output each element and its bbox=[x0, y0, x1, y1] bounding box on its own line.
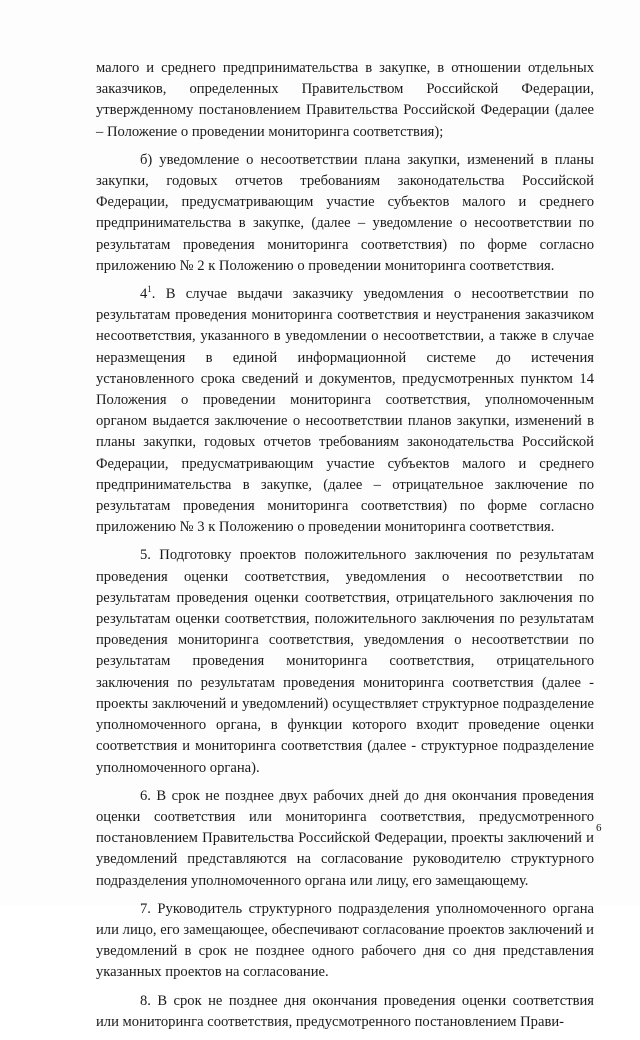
document-body bbox=[96, 58, 594, 1040]
paragraph-continuation: малого и среднего предпринимательства в закупке, в отношении отдельных заказчиков, определенных Правительством Российской Федерации, утвержденному постановлением Правительства Российской Федерации (далее – Положение о проведении мониторинга соответствия); bbox=[96, 60, 594, 140]
paragraph-6: 6. В срок не позднее двух рабочих дней до дня окончания проведения оценки соответствия или мониторинга соответствия, предусмотренного постановлением Правительства Российской Федерации, проекты заключений и уведомлений представляются на согласование руководителю структурного подразделения уполномоченного органа или лицу, его замещающему. bbox=[96, 787, 594, 889]
paragraph-text: . В случае выдачи заказчику уведомления о несоответствии по результатам проведения мониторинга соответствия и неустранения заказчиком несоответствия, указанного в уведомлении о несоответствии, а также в случае неразмещения в единой информационной системе до истечения установленного срока сведений и документов, предусмотренных пунктом 14 Положения о проведении мониторинга соответствия, уполномоченным органом выдается заключение о несоответствии планов закупки, изменений в планы закупки, годовых отчетов требованиям законодательства Российской Федерации, предусматривающим участие субъектов малого и среднего предпринимательства в закупке, (далее – отрицательное заключение по результатам проведения мониторинга соответствия) по форме согласно приложению № 3 к Положению о проведении мониторинга соответствия. bbox=[96, 286, 594, 536]
paragraph-number: 4 bbox=[140, 286, 148, 303]
paragraph-b: б) уведомление о несоответствии плана закупки, изменений в планы закупки, годовых отчетов требованиям законодательства Российской Федерации, предусматривающим участие субъектов малого и среднего предпринимательства в закупке, (далее – уведомление о несоответствии по результатам проведения мониторинга соответствия) по форме согласно приложению № 2 к Положению о проведении мониторинга соответствия. bbox=[96, 151, 594, 274]
paragraph-4-1 bbox=[96, 284, 594, 538]
paragraph-5: 5. Подготовку проектов положительного заключения по результатам проведения оценки соответствия, уведомления о несоответствии по результатам проведения оценки соответствия, отрицательного заключения по результатам оценки соответствия, положительного заключения по результатам проведения мониторинга соответствия, уведомления о несоответствии по результатам проведения мониторинга соответствия, отрицательного заключения по результатам проведения мониторинга соответствия (далее - проекты заключений и уведомлений) осуществляет структурное подразделение уполномоченного органа, в функции которого входит проведение оценки соответствия и мониторинга соответствия (далее - структурное подразделение уполномоченного органа). bbox=[96, 547, 594, 776]
page-number: 6 bbox=[596, 822, 602, 834]
paragraph-superscript: 1 bbox=[147, 284, 152, 295]
paragraph-7: 7. Руководитель структурного подразделения уполномоченного органа или лицо, его замещающее, обеспечивают согласование проектов заключений и уведомлений в срок не позднее одного рабочего дня со дня представления указанных проектов на согласование. bbox=[96, 900, 594, 981]
paragraph-8: 8. В срок не позднее дня окончания проведения оценки соответствия или мониторинга соответствия, предусмотренного постановлением Прави- bbox=[96, 992, 594, 1030]
